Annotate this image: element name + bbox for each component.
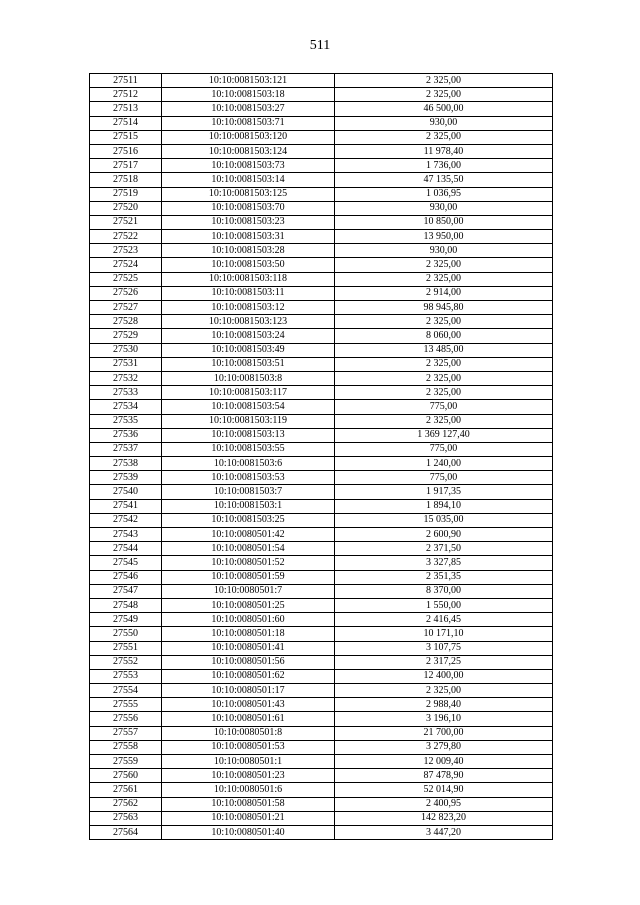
table-row (90, 528, 553, 542)
value-cell: 21 700,00 (335, 726, 553, 740)
cadastral-number-cell: 10:10:0080501:1 (162, 755, 335, 769)
cadastral-number-cell: 10:10:0080501:42 (162, 528, 335, 542)
cadastral-number-cell: 10:10:0081503:23 (162, 215, 335, 229)
row-number-cell: 27556 (90, 712, 162, 726)
table-row (90, 457, 553, 471)
cadastral-number-cell: 10:10:0081503:53 (162, 471, 335, 485)
row-number-cell: 27545 (90, 556, 162, 570)
cadastral-number-cell: 10:10:0081503:14 (162, 173, 335, 187)
row-number-cell: 27558 (90, 740, 162, 754)
value-cell: 1 894,10 (335, 499, 553, 513)
table-row (90, 116, 553, 130)
table-row (90, 301, 553, 315)
row-number-cell: 27551 (90, 641, 162, 655)
value-cell: 930,00 (335, 116, 553, 130)
value-cell: 2 325,00 (335, 315, 553, 329)
table-row (90, 669, 553, 683)
row-number-cell: 27557 (90, 726, 162, 740)
cadastral-number-cell: 10:10:0081503:50 (162, 258, 335, 272)
row-number-cell: 27530 (90, 343, 162, 357)
row-number-cell: 27549 (90, 613, 162, 627)
row-number-cell: 27553 (90, 669, 162, 683)
value-cell: 10 850,00 (335, 215, 553, 229)
value-cell: 46 500,00 (335, 102, 553, 116)
cadastral-number-cell: 10:10:0080501:25 (162, 598, 335, 612)
value-cell: 2 325,00 (335, 357, 553, 371)
row-number-cell: 27552 (90, 655, 162, 669)
row-number-cell: 27550 (90, 627, 162, 641)
row-number-cell: 27521 (90, 215, 162, 229)
row-number-cell: 27520 (90, 201, 162, 215)
row-number-cell: 27563 (90, 811, 162, 825)
row-number-cell: 27537 (90, 442, 162, 456)
table-row (90, 712, 553, 726)
cadastral-number-cell: 10:10:0081503:24 (162, 329, 335, 343)
value-cell: 3 327,85 (335, 556, 553, 570)
value-cell: 12 400,00 (335, 669, 553, 683)
cadastral-number-cell: 10:10:0080501:54 (162, 542, 335, 556)
cadastral-number-cell: 10:10:0081503:124 (162, 144, 335, 158)
table-row (90, 215, 553, 229)
cadastral-number-cell: 10:10:0081503:6 (162, 457, 335, 471)
cadastral-number-cell: 10:10:0080501:58 (162, 797, 335, 811)
value-cell: 1 240,00 (335, 457, 553, 471)
table-row (90, 159, 553, 173)
table-row (90, 343, 553, 357)
table-row (90, 755, 553, 769)
table-row (90, 769, 553, 783)
row-number-cell: 27511 (90, 74, 162, 88)
cadastral-number-cell: 10:10:0081503:18 (162, 88, 335, 102)
value-cell: 3 279,80 (335, 740, 553, 754)
value-cell: 2 416,45 (335, 613, 553, 627)
table-row (90, 471, 553, 485)
row-number-cell: 27560 (90, 769, 162, 783)
row-number-cell: 27543 (90, 528, 162, 542)
table-row (90, 485, 553, 499)
row-number-cell: 27526 (90, 286, 162, 300)
cadastral-number-cell: 10:10:0081503:73 (162, 159, 335, 173)
cadastral-number-cell: 10:10:0081503:11 (162, 286, 335, 300)
row-number-cell: 27539 (90, 471, 162, 485)
value-cell: 13 485,00 (335, 343, 553, 357)
value-cell: 2 371,50 (335, 542, 553, 556)
cadastral-number-cell: 10:10:0081503:12 (162, 301, 335, 315)
row-number-cell: 27519 (90, 187, 162, 201)
value-cell: 930,00 (335, 201, 553, 215)
cadastral-number-cell: 10:10:0081503:55 (162, 442, 335, 456)
row-number-cell: 27535 (90, 414, 162, 428)
value-cell: 2 325,00 (335, 386, 553, 400)
value-cell: 2 325,00 (335, 272, 553, 286)
table-row (90, 825, 553, 839)
table-row (90, 513, 553, 527)
value-cell: 2 325,00 (335, 414, 553, 428)
row-number-cell: 27514 (90, 116, 162, 130)
cadastral-number-cell: 10:10:0081503:28 (162, 244, 335, 258)
cadastral-number-cell: 10:10:0081503:27 (162, 102, 335, 116)
table-row (90, 584, 553, 598)
cadastral-number-cell: 10:10:0080501:21 (162, 811, 335, 825)
value-cell: 2 325,00 (335, 371, 553, 385)
value-cell: 2 400,95 (335, 797, 553, 811)
table-row (90, 428, 553, 442)
value-cell: 2 325,00 (335, 130, 553, 144)
row-number-cell: 27544 (90, 542, 162, 556)
table-row (90, 357, 553, 371)
row-number-cell: 27533 (90, 386, 162, 400)
table-row (90, 187, 553, 201)
value-cell: 3 447,20 (335, 825, 553, 839)
cadastral-number-cell: 10:10:0080501:43 (162, 698, 335, 712)
cadastral-number-cell: 10:10:0080501:17 (162, 684, 335, 698)
value-cell: 775,00 (335, 471, 553, 485)
table-row (90, 74, 553, 88)
table-row (90, 726, 553, 740)
cadastral-number-cell: 10:10:0081503:123 (162, 315, 335, 329)
cadastral-number-cell: 10:10:0081503:49 (162, 343, 335, 357)
row-number-cell: 27529 (90, 329, 162, 343)
cadastral-number-cell: 10:10:0080501:59 (162, 570, 335, 584)
cadastral-number-cell: 10:10:0081503:7 (162, 485, 335, 499)
table-row (90, 286, 553, 300)
value-cell: 47 135,50 (335, 173, 553, 187)
cadastral-number-cell: 10:10:0081503:118 (162, 272, 335, 286)
cadastral-number-cell: 10:10:0081503:119 (162, 414, 335, 428)
cadastral-number-cell: 10:10:0081503:31 (162, 230, 335, 244)
table-row (90, 258, 553, 272)
cadastral-number-cell: 10:10:0080501:7 (162, 584, 335, 598)
table-row (90, 556, 553, 570)
page-number: 511 (309, 38, 331, 53)
row-number-cell: 27559 (90, 755, 162, 769)
row-number-cell: 27548 (90, 598, 162, 612)
row-number-cell: 27538 (90, 457, 162, 471)
value-cell: 2 914,00 (335, 286, 553, 300)
value-cell: 2 988,40 (335, 698, 553, 712)
table-row (90, 627, 553, 641)
value-cell: 13 950,00 (335, 230, 553, 244)
cadastral-number-cell: 10:10:0081503:13 (162, 428, 335, 442)
cadastral-number-cell: 10:10:0081503:54 (162, 400, 335, 414)
table-row (90, 400, 553, 414)
table-row (90, 684, 553, 698)
cadastral-number-cell: 10:10:0080501:41 (162, 641, 335, 655)
table-row (90, 130, 553, 144)
cadastral-value-table (89, 73, 553, 840)
value-cell: 775,00 (335, 442, 553, 456)
cadastral-number-cell: 10:10:0080501:60 (162, 613, 335, 627)
table-row (90, 329, 553, 343)
value-cell: 1 917,35 (335, 485, 553, 499)
row-number-cell: 27542 (90, 513, 162, 527)
row-number-cell: 27515 (90, 130, 162, 144)
cadastral-number-cell: 10:10:0081503:51 (162, 357, 335, 371)
value-cell: 98 945,80 (335, 301, 553, 315)
table-row (90, 598, 553, 612)
value-cell: 2 317,25 (335, 655, 553, 669)
table-row (90, 173, 553, 187)
table-row (90, 797, 553, 811)
table-row (90, 783, 553, 797)
row-number-cell: 27525 (90, 272, 162, 286)
value-cell: 52 014,90 (335, 783, 553, 797)
row-number-cell: 27562 (90, 797, 162, 811)
cadastral-number-cell: 10:10:0081503:117 (162, 386, 335, 400)
table-row (90, 144, 553, 158)
row-number-cell: 27532 (90, 371, 162, 385)
value-cell: 1 036,95 (335, 187, 553, 201)
table-row (90, 230, 553, 244)
table-row (90, 371, 553, 385)
table-row (90, 201, 553, 215)
table-body (90, 74, 553, 840)
value-cell: 775,00 (335, 400, 553, 414)
value-cell: 1 736,00 (335, 159, 553, 173)
table-row (90, 88, 553, 102)
cadastral-number-cell: 10:10:0080501:52 (162, 556, 335, 570)
row-number-cell: 27516 (90, 144, 162, 158)
row-number-cell: 27531 (90, 357, 162, 371)
table-row (90, 811, 553, 825)
row-number-cell: 27512 (90, 88, 162, 102)
row-number-cell: 27523 (90, 244, 162, 258)
cadastral-number-cell: 10:10:0080501:8 (162, 726, 335, 740)
value-cell: 11 978,40 (335, 144, 553, 158)
row-number-cell: 27524 (90, 258, 162, 272)
cadastral-number-cell: 10:10:0080501:62 (162, 669, 335, 683)
table-row (90, 414, 553, 428)
table-row (90, 698, 553, 712)
cadastral-number-cell: 10:10:0081503:71 (162, 116, 335, 130)
cadastral-number-cell: 10:10:0080501:40 (162, 825, 335, 839)
table-row (90, 655, 553, 669)
value-cell: 2 325,00 (335, 74, 553, 88)
table-row (90, 442, 553, 456)
cadastral-number-cell: 10:10:0080501:6 (162, 783, 335, 797)
value-cell: 8 370,00 (335, 584, 553, 598)
value-cell: 15 035,00 (335, 513, 553, 527)
cadastral-number-cell: 10:10:0081503:125 (162, 187, 335, 201)
value-cell: 142 823,20 (335, 811, 553, 825)
table-row (90, 570, 553, 584)
row-number-cell: 27554 (90, 684, 162, 698)
cadastral-number-cell: 10:10:0080501:61 (162, 712, 335, 726)
table-row (90, 740, 553, 754)
value-cell: 2 325,00 (335, 684, 553, 698)
value-cell: 2 600,90 (335, 528, 553, 542)
table-row (90, 499, 553, 513)
value-cell: 1 369 127,40 (335, 428, 553, 442)
row-number-cell: 27513 (90, 102, 162, 116)
value-cell: 930,00 (335, 244, 553, 258)
cadastral-number-cell: 10:10:0080501:53 (162, 740, 335, 754)
value-cell: 2 351,35 (335, 570, 553, 584)
row-number-cell: 27518 (90, 173, 162, 187)
value-cell: 87 478,90 (335, 769, 553, 783)
table-row (90, 315, 553, 329)
row-number-cell: 27555 (90, 698, 162, 712)
row-number-cell: 27527 (90, 301, 162, 315)
row-number-cell: 27561 (90, 783, 162, 797)
value-cell: 3 107,75 (335, 641, 553, 655)
cadastral-number-cell: 10:10:0081503:25 (162, 513, 335, 527)
table-row (90, 244, 553, 258)
table-row (90, 641, 553, 655)
cadastral-number-cell: 10:10:0081503:120 (162, 130, 335, 144)
value-cell: 2 325,00 (335, 258, 553, 272)
value-cell: 1 550,00 (335, 598, 553, 612)
table-row (90, 386, 553, 400)
row-number-cell: 27517 (90, 159, 162, 173)
row-number-cell: 27522 (90, 230, 162, 244)
row-number-cell: 27546 (90, 570, 162, 584)
table-row (90, 102, 553, 116)
cadastral-number-cell: 10:10:0081503:8 (162, 371, 335, 385)
table-row (90, 272, 553, 286)
row-number-cell: 27564 (90, 825, 162, 839)
value-cell: 10 171,10 (335, 627, 553, 641)
value-cell: 8 060,00 (335, 329, 553, 343)
cadastral-number-cell: 10:10:0080501:56 (162, 655, 335, 669)
table-row (90, 542, 553, 556)
row-number-cell: 27536 (90, 428, 162, 442)
value-cell: 3 196,10 (335, 712, 553, 726)
table-row (90, 613, 553, 627)
row-number-cell: 27528 (90, 315, 162, 329)
row-number-cell: 27534 (90, 400, 162, 414)
value-cell: 12 009,40 (335, 755, 553, 769)
row-number-cell: 27547 (90, 584, 162, 598)
cadastral-number-cell: 10:10:0080501:18 (162, 627, 335, 641)
cadastral-number-cell: 10:10:0080501:23 (162, 769, 335, 783)
row-number-cell: 27540 (90, 485, 162, 499)
cadastral-number-cell: 10:10:0081503:121 (162, 74, 335, 88)
value-cell: 2 325,00 (335, 88, 553, 102)
cadastral-number-cell: 10:10:0081503:70 (162, 201, 335, 215)
cadastral-number-cell: 10:10:0081503:1 (162, 499, 335, 513)
row-number-cell: 27541 (90, 499, 162, 513)
